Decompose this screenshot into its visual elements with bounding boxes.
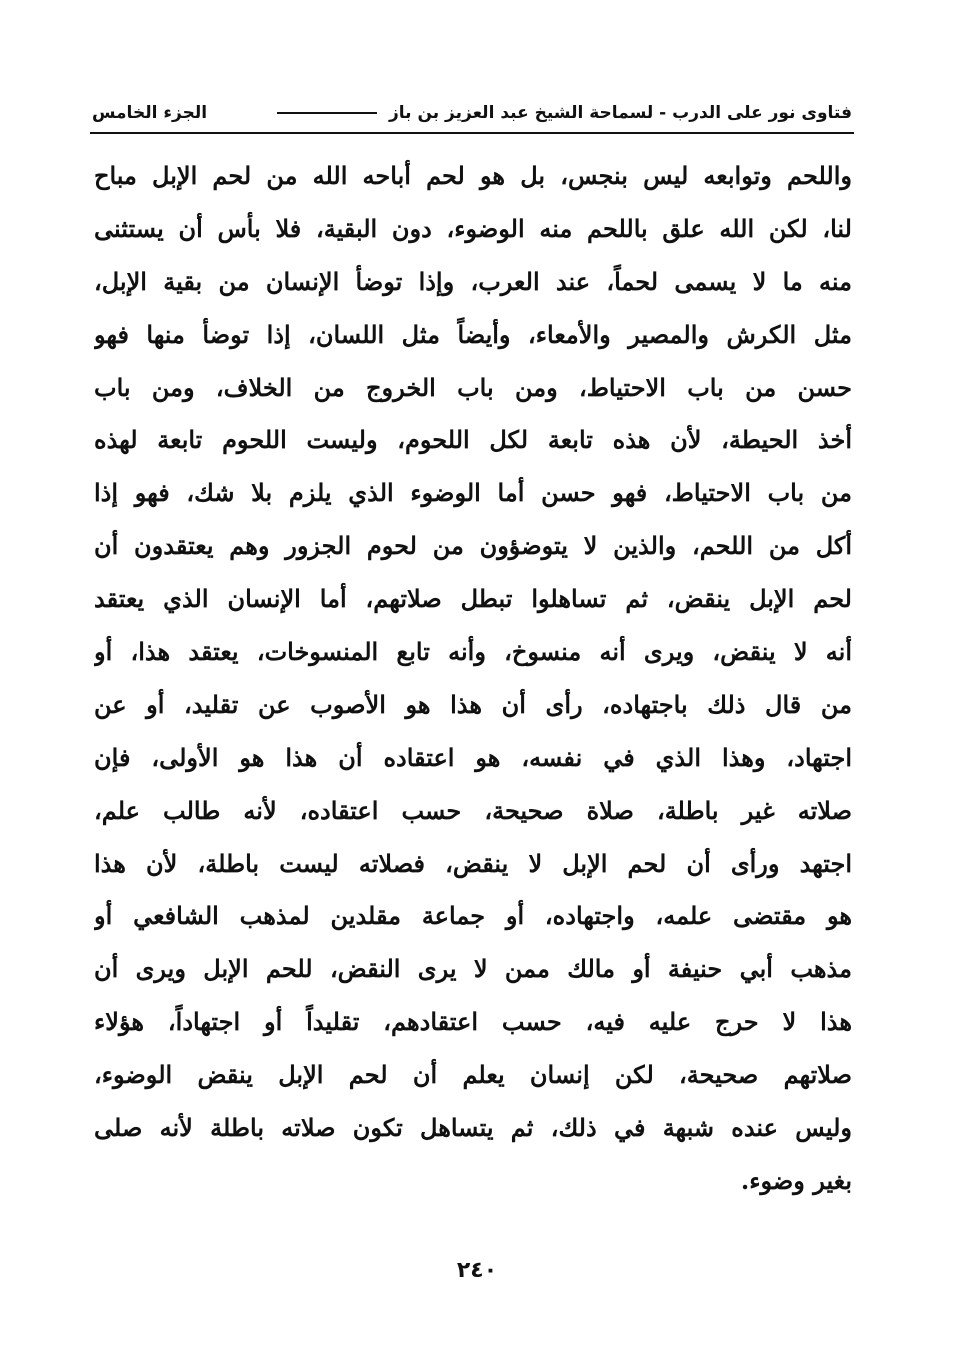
text-line-18: صلاتهم صحيحة، لكن إنسان يعلم أن لحم الإبل ينقض الوضوء، (94, 1060, 852, 1090)
text-line-2: لنا، لكن الله علق باللحم منه الوضوء، دون البقية، فلا بأس أن يستثنى (94, 213, 852, 243)
text-line-7: من باب الاحتياط، فهو حسن أما الوضوء الذي يلزم بلا شك، فهو إذا (94, 478, 852, 508)
header-book-and-author (271, 103, 852, 123)
text-line-12: اجتهاد، وهذا الذي في نفسه، هو اعتقاده أن هذا هو الأولى، فإن (94, 742, 852, 772)
text-line-3: منه ما لا يسمى لحماً، عند العرب، وإذا توضأ الإنسان من بقية الإبل، (94, 266, 852, 296)
text-line-5: حسن من باب الاحتياط، ومن باب الخروج من الخلاف، ومن باب (94, 372, 852, 402)
header-dash-line (277, 112, 377, 114)
text-line-1: واللحم وتوابعه ليس بنجس، بل هو لحم أباحه الله من لحم الإبل مباح (94, 161, 852, 190)
text-line-19: وليس عنده شبهة في ذلك، ثم يتساهل تكون صلاته باطلة لأنه صلى (94, 1113, 852, 1143)
text-line-14: اجتهد ورأى أن لحم الإبل لا ينقض، فصلاته ليست باطلة، لأن هذا (94, 848, 852, 878)
running-header (92, 96, 852, 130)
page-number: ٢٤٠ (456, 1258, 498, 1283)
header-book-title: فتاوى نور على الدرب (672, 103, 852, 123)
text-line-13: صلاته غير باطلة، صلاة صحيحة، حسب اعتقاده، لأنه طالب علم، (94, 795, 852, 825)
text-line-10: أنه لا ينقض، ويرى أنه منسوخ، وأنه تابع المنسوخات، يعتقد هذا، أو (94, 637, 852, 667)
text-line-4: مثل الكرش والمصير والأمعاء، وأيضاً مثل اللسان، إذا توضأ منها فهو (94, 319, 852, 349)
text-line-9: لحم الإبل ينقض، ثم تساهلوا تبطل صلاتهم، أما الإنسان الذي يعتقد (94, 584, 852, 614)
text-line-6: أخذ الحيطة، لأن هذه تابعة لكل اللحوم، وليست اللحوم تابعة لهذه (94, 425, 852, 455)
header-rule (90, 132, 854, 134)
text-line-15: هو مقتضى علمه، واجتهاده، أو جماعة مقلدين لمذهب الشافعي أو (94, 901, 852, 931)
header-volume: الجزء الخامس (92, 103, 208, 123)
text-line-11: من قال ذلك باجتهاده، رأى أن هذا هو الأصوب عن تقليد، أو عن (94, 689, 852, 719)
body-text (94, 150, 852, 1208)
text-line-17: هذا لا حرج عليه فيه، حسب اعتقادهم، تقليداً أو اجتهاداً، هؤلاء (94, 1007, 852, 1037)
text-line-20: بغير وضوء. (740, 1165, 852, 1195)
header-author: لسماحة الشيخ عبد العزيز بن باز (388, 103, 654, 123)
header-separator: - (659, 103, 667, 123)
text-line-8: أكل من اللحم، والذين لا يتوضؤون من لحوم الجزور وهم يعتقدون أن (94, 531, 852, 561)
text-line-16: مذهب أبي حنيفة أو مالك ممن لا يرى النقض، للحم الإبل ويرى أن (94, 954, 852, 984)
